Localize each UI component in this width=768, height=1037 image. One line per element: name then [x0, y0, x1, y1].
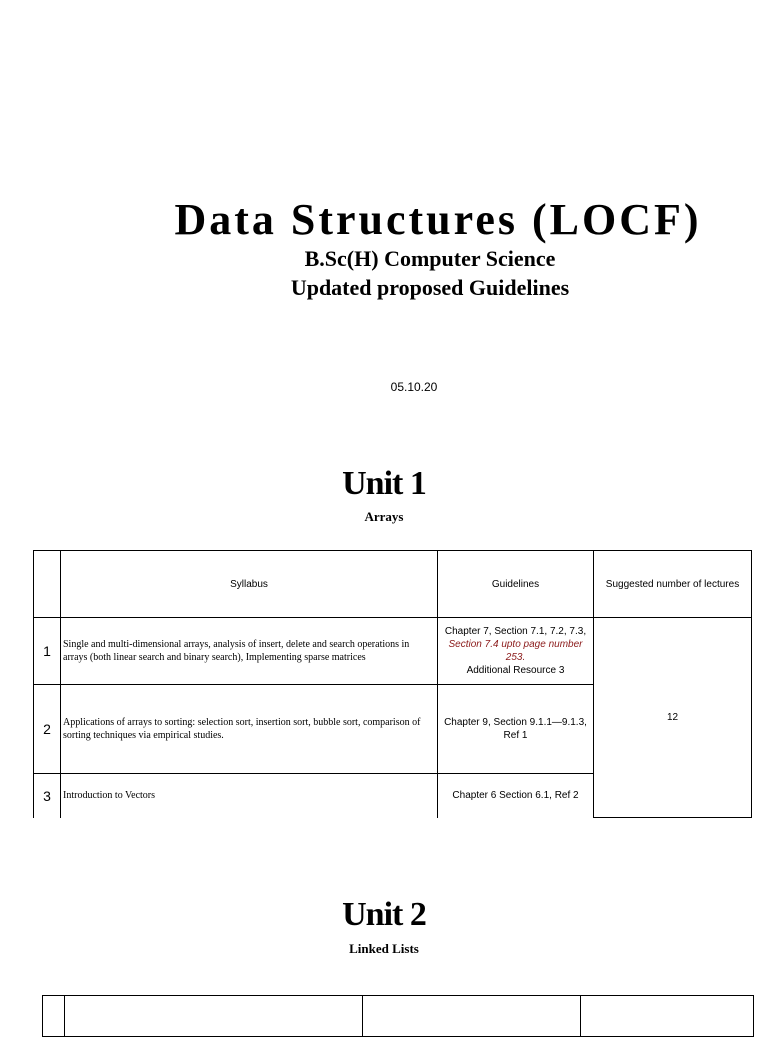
unit2-subtitle: Linked Lists [349, 941, 419, 956]
lectures-count: 12 [594, 618, 752, 818]
row-syllabus: Single and multi-dimensional arrays, analysis of insert, delete and search operations in arrays (both linear search and binary search), Implementing sparse matrices [61, 618, 438, 685]
row-syllabus: Applications of arrays to sorting: selection sort, insertion sort, bubble sort, comparison of sorting techniques via empirical studies. [61, 685, 438, 774]
unit1-title: Unit 1 [342, 465, 426, 502]
unit1-subtitle: Arrays [364, 509, 404, 524]
row-number: 1 [34, 618, 61, 685]
guide-resource: Additional Resource 3 [466, 665, 565, 676]
table-cell [581, 996, 754, 1037]
header-syllabus: Syllabus [61, 551, 438, 618]
row-number: 3 [34, 774, 61, 818]
unit1-syllabus-table [33, 550, 752, 818]
row-guidelines: Chapter 9, Section 9.1.1—9.1.3, Ref 1 [438, 685, 594, 774]
header-guidelines: Guidelines [438, 551, 594, 618]
document-title: Data Structures (LOCF) [174, 195, 702, 244]
header-num-cell [34, 551, 61, 618]
row-number: 2 [34, 685, 61, 774]
header-lectures: Suggested number of lectures [594, 551, 752, 618]
table-cell [65, 996, 363, 1037]
table-header-row [34, 551, 752, 618]
guide-highlight: Section 7.4 upto page number 253. [448, 639, 583, 663]
table-row [34, 618, 752, 685]
program-subtitle: B.Sc(H) Computer Science [304, 246, 556, 271]
document-date: 05.10.20 [390, 380, 438, 394]
unit2-syllabus-table [42, 995, 754, 1037]
row-guidelines: Chapter 6 Section 6.1, Ref 2 [438, 774, 594, 818]
row-guidelines [438, 618, 594, 685]
table-header-row [43, 996, 754, 1037]
guidelines-subtitle: Updated proposed Guidelines [290, 275, 570, 300]
table-cell [363, 996, 581, 1037]
unit2-title: Unit 2 [342, 896, 426, 933]
row-syllabus: Introduction to Vectors [61, 774, 438, 818]
guide-text: Chapter 7, Section 7.1, 7.2, 7.3, [444, 626, 587, 637]
table-cell [43, 996, 65, 1037]
